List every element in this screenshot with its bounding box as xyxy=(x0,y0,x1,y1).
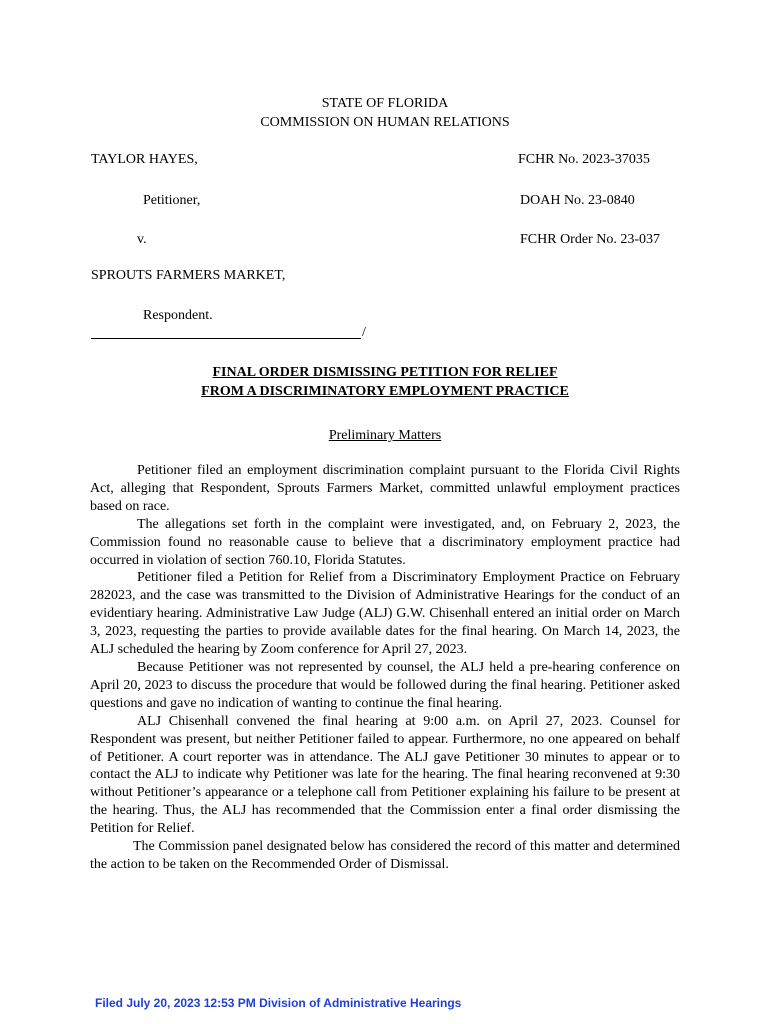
paragraph: Petitioner filed an employment discrimination complaint pursuant to the Florida Civil Rights Act, alleging that Respondent, Sprouts Farmers Market, committed unlawful employment practices based on race. xyxy=(90,463,680,514)
versus: v. xyxy=(137,232,147,247)
paragraph: The allegations set forth in the complaint were investigated, and, on February 2, 2023, the Commission found no reasonable cause to believe that a discriminatory employment practice had occurred in violation of section 760.10, Florida Statutes. xyxy=(90,516,680,568)
respondent-name: SPROUTS FARMERS MARKET, xyxy=(91,268,286,283)
petitioner-name: TAYLOR HAYES, xyxy=(91,152,198,167)
paragraph: The Commission panel designated below has considered the record of this matter and determined the action to be taken on the Recommended Order of Dismissal. xyxy=(90,839,680,872)
header-commission: COMMISSION ON HUMAN RELATIONS xyxy=(260,115,510,130)
order-title-line1: FINAL ORDER DISMISSING PETITION FOR RELIEF xyxy=(212,365,558,380)
caption-rule xyxy=(91,338,361,339)
fchr-number: FCHR No. 2023-37035 xyxy=(518,152,650,167)
paragraph: Petitioner filed a Petition for Relief from a Discriminatory Employment Practice on February 282023, and the case was transmitted to the Division of Administrative Hearings for the conduct of an evidentiary hearing. Administrative Law Judge (ALJ) G.W. Chisenhall entered an initial order on March 3, 2023, requesting the parties to provide available dates for the final hearing. On March 14, 2023, the ALJ scheduled the hearing by Zoom conference for April 27, 2023. xyxy=(90,570,680,658)
caption-slash: / xyxy=(362,325,366,340)
doah-number: DOAH No. 23-0840 xyxy=(520,193,635,208)
order-title-line2: FROM A DISCRIMINATORY EMPLOYMENT PRACTICE xyxy=(201,384,569,399)
paragraph: Because Petitioner was not represented by counsel, the ALJ held a pre-hearing conference on April 20, 2023 to discuss the procedure that would be followed during the final hearing. Petitioner asked questions and gave no indication of wanting to continue the final hearing. xyxy=(90,659,680,711)
filing-stamp: Filed July 20, 2023 12:53 PM Division of Administrative Hearings xyxy=(95,996,462,1010)
header-state: STATE OF FLORIDA xyxy=(321,96,449,111)
respondent-role: Respondent. xyxy=(143,308,213,323)
order-body xyxy=(90,462,680,874)
petitioner-role: Petitioner, xyxy=(143,193,201,208)
section-heading: Preliminary Matters xyxy=(328,428,442,443)
fchr-order-number: FCHR Order No. 23-037 xyxy=(520,232,660,247)
paragraph: ALJ Chisenhall convened the final hearing at 9:00 a.m. on April 27, 2023. Counsel for Respondent was present, but neither Petitioner failed to appear. Furthermore, no one appeared on behalf of Petitioner. A court reporter was in attendance. The ALJ gave Petitioner 30 minutes to appear or to contact the ALJ to indicate why Petitioner was late for the hearing. The final hearing reconvened at 9:30 without Petitioner’s appearance or a telephone call from Petitioner explaining his failure to be present at the hearing. Thus, the ALJ has recommended that the Commission enter a final order dismissing the Petition for Relief. xyxy=(90,713,680,837)
